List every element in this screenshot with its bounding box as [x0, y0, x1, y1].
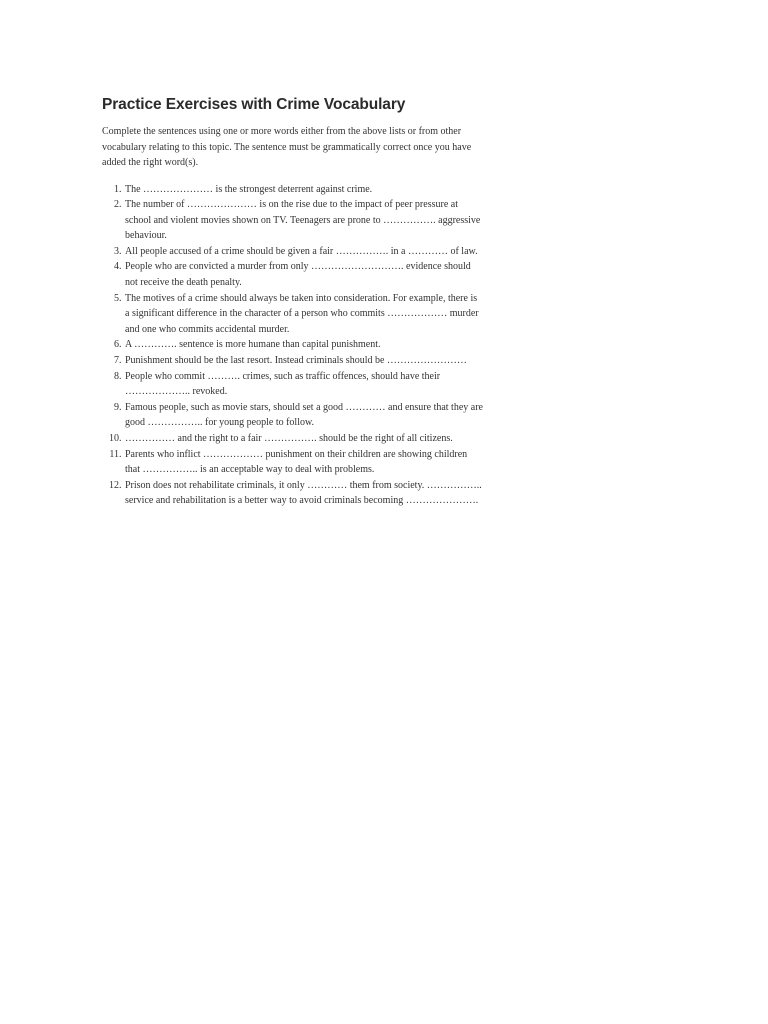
exercise-item-2: 2. The number of ………………… is on the rise due to the impact of peer pressure at school and violent movies shown on TV. Teenagers are prone to ……………. aggressive behaviour. — [124, 197, 484, 244]
exercise-item-11: 11. Parents who inflict ……………… punishment on their children are showing children that …………….. is an acceptable way to deal with problems. — [124, 447, 484, 478]
exercise-list — [102, 182, 484, 509]
exercise-item-5: 5. The motives of a crime should always be taken into consideration. For example, there is a significant difference in the character of a person who commits ……………… murder and one who commits accidental murder. — [124, 291, 484, 338]
exercise-item-12: 12. Prison does not rehabilitate criminals, it only ………… them from society. …………….. service and rehabilitation is a better way to avoid criminals becoming …………………. — [124, 478, 484, 509]
exercise-item-7: 7. Punishment should be the last resort. Instead criminals should be …………………… — [124, 353, 484, 369]
exercise-item-1: 1. The ………………… is the strongest deterrent against crime. — [124, 182, 484, 198]
instructions-paragraph: Complete the sentences using one or more words either from the above lists or from other vocabulary relating to this topic. The sentence must be grammatically correct once you have added the right word(s). — [102, 126, 472, 168]
document-page — [102, 96, 492, 509]
exercise-item-3: 3. All people accused of a crime should be given a fair ……………. in a ………… of law. — [124, 244, 484, 260]
exercise-item-8: 8. People who commit ………. crimes, such as traffic offences, should have their ……………….. revoked. — [124, 369, 484, 400]
document-title: Practice Exercises with Crime Vocabulary — [102, 96, 406, 113]
exercise-item-6: 6. A …………. sentence is more humane than capital punishment. — [124, 337, 484, 353]
exercise-item-10: 10. …………… and the right to a fair ……………. should be the right of all citizens. — [124, 431, 484, 447]
exercise-item-9: 9. Famous people, such as movie stars, should set a good ………… and ensure that they are good …………….. for young people to follow. — [124, 400, 484, 431]
exercise-item-4: 4. People who are convicted a murder from only ………………………. evidence should not receive the death penalty. — [124, 259, 484, 290]
